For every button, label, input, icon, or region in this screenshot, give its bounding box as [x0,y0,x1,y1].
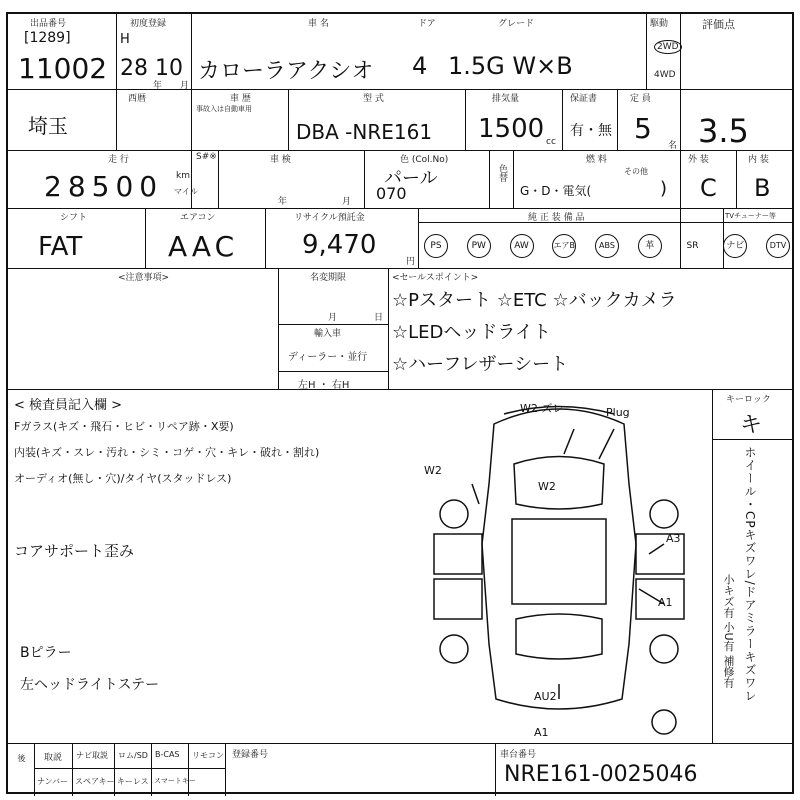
sales-label: <セールスポイント> [392,273,479,283]
shift-value: FAT [38,232,83,262]
drive-label: 駆動 [650,19,669,29]
capacity-unit: 名 [668,141,678,151]
prefecture: 埼玉 [28,114,68,138]
fuel-close-paren: ) [660,178,668,199]
reg-era: H [120,32,130,47]
exterior-label: 外 装 [688,155,709,165]
equip-abs: ABS [595,234,619,258]
mark-a1-rear: A1 [534,726,549,739]
inspector-note-2: Bピラー [20,645,72,661]
warranty-label: 保証書 [570,94,598,104]
drive-4wd: 4WD [654,70,676,80]
keylock-label: キーロック [726,395,771,405]
footer-remote: リモコン [192,751,224,760]
eval-label: 評価点 [702,18,735,31]
inspector-line-1: Fガラス(キズ・飛石・ヒビ・リペア跡・X要) [14,420,234,433]
footer-keyless: キーレス [117,777,149,786]
fuel-other: その他 [624,167,648,176]
reg-month: 月 [180,81,190,91]
interior-value: B [754,174,771,202]
mark-a3: A3 [666,532,681,545]
auction-sheet [6,12,794,794]
footer-left-label: 後 [17,754,26,762]
mileage-value: 28500 [44,170,164,203]
lot-number: 11002 [18,52,108,85]
inspector-line-2: 内装(キズ・スレ・汚れ・シミ・コゲ・穴・キレ・破れ・割れ) [14,446,320,459]
footer-smart-key: スマートキー [154,777,196,785]
color-label: 色 (Col.No) [400,155,449,165]
equip-sr: SR [686,241,699,251]
inspector-title: < 検査員記入欄 > [14,398,123,413]
side-notes-sub: 小キズ有 小U有 補修有 [722,574,735,689]
grade-label: グレード [498,19,535,29]
inspection-label: 車 検 [270,155,291,165]
eval-score: 3.5 [698,112,749,150]
name-label: 車 名 [308,19,329,29]
reg-number-label: 登録番号 [232,750,269,760]
exterior-value: C [700,174,717,202]
equip-aw: AW [510,234,534,258]
inspector-line-3: オーディオ(無し・穴)/タイヤ(スタッドレス) [14,472,232,485]
footer-spare-key: スペアキー [75,777,115,786]
inspector-note-1: コアサポート歪み [14,542,135,560]
year-label: 西暦 [128,94,147,104]
ac-label: エアコン [180,213,216,223]
mark-w2-roof: W2 [538,480,556,493]
reg-label: 初度登録 [130,19,167,29]
fuel-value: G・D・電気( [520,184,592,198]
equip-label: 純 正 装 備 品 [528,213,585,223]
model-code: DBA -NRE161 [296,120,433,144]
notes-label: <注意事項> [118,273,170,283]
interior-label: 内 装 [748,155,769,165]
mark-a1-right: A1 [658,596,673,609]
color-change: 色替 [497,164,507,182]
footer-rom-sd: ロム/SD [118,751,148,760]
equipment-list [422,234,792,258]
mark-w2-left: W2 [424,464,442,477]
equip-leather: 革 [638,234,662,258]
footer-manual: 取説 [44,753,63,763]
cc-label: 排気量 [492,94,520,104]
mark-au2: AU2 [534,690,557,703]
chassis-label: 車台番号 [500,750,537,760]
import-value: ディーラー・並行 [288,352,368,363]
mileage-unit: km [176,171,190,181]
cc-unit: cc [546,137,556,147]
fuel-label: 燃 料 [586,155,607,165]
chassis-number: NRE161-0025046 [504,762,698,787]
ac-value: AAC [168,230,239,263]
equip-airbag: エアB [552,234,576,258]
equip-ps: PS [424,234,448,258]
history-label: 車 歴 [230,94,251,104]
mark-w2-zure: W2 ズレ [520,402,564,415]
car-diagram [424,394,694,739]
side-notes: ホイール・CPキズワレ/ドアミラーキズワレ [743,446,757,703]
sales-point-1: ☆Pスタート ☆ETC ☆バックカメラ [392,290,677,311]
inspector-note-3: 左ヘッドライトステー [20,677,160,693]
lot-sub: [1289] [24,30,71,46]
capacity-label: 定 員 [630,94,651,104]
mark-plug: Plug [606,406,630,419]
equip-navi: ナビ [723,234,747,258]
equip-pw: PW [467,234,491,258]
inspection-year: 年 [278,197,288,207]
mileage-label: 走 行 [108,155,129,165]
footer-number: ナンバー [37,777,69,786]
expiry-label: 名変期限 [310,273,347,283]
recycle-value: 9,470 [302,230,377,260]
sales-point-2: ☆LEDヘッドライト [392,322,551,343]
color-value: パール [384,168,438,189]
expiry-month: 月 [328,313,338,323]
keylock-value: キ [740,413,763,438]
footer-navi-manual: ナビ取説 [76,751,108,760]
lot-label: 出品番号 [30,19,67,29]
history-sub: 事故入は自動車用 [196,105,252,113]
capacity-value: 5 [634,112,652,145]
tv-label: TVチューナー等 [725,212,776,220]
footer-bcas: B-CAS [155,750,180,759]
recycle-label: リサイクル預託金 [294,213,365,223]
cc-value: 1500 [478,114,545,144]
import-hand: 左H ・ 右H [298,380,350,391]
grade-value: 1.5G W×B [448,52,573,80]
drive-2wd: 2WD [654,40,682,54]
warranty-value: 有・無 [570,123,612,139]
color-number: 070 [376,184,407,203]
door-value: 4 [412,52,428,80]
inspection-month: 月 [342,197,352,207]
expiry-day: 日 [374,313,384,323]
recycle-unit: 円 [406,257,416,267]
reg-value: 28 10 [120,56,183,81]
equip-dtv: DTV [766,234,790,258]
car-name: カローラアクシオ [198,59,374,84]
model-label: 型 式 [363,94,384,104]
sno-label: S#※ [196,152,217,162]
reg-year: 年 [153,81,163,91]
shift-label: シフト [60,213,88,223]
mileage-mile: マイル [174,187,198,196]
import-label: 輸入車 [314,329,342,339]
door-label: ドア [418,19,436,29]
sales-point-3: ☆ハーフレザーシート [392,354,569,375]
